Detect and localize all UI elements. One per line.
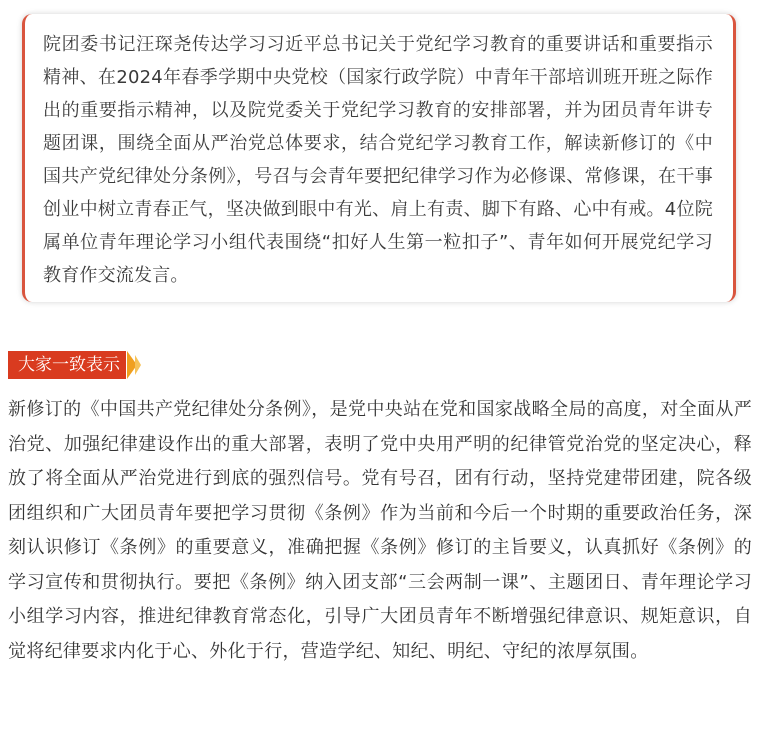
section-heading-label: 大家一致表示 — [8, 351, 126, 379]
quote-text: 院团委书记汪琛尧传达学习习近平总书记关于党纪学习教育的重要讲话和重要指示精神、在2024年春季学期中央党校（国家行政学院）中青年干部培训班开班之际作出的重要指示精神，以及院党委关于党纪学习教育的安排部署，并为团员青年讲专题团课，围绕全面从严治党总体要求，结合党纪学习教育工作，解读新修订的《中国共产党纪律处分条例》，号召与会青年要把纪律学习作为必修课、常修课，在干事创业中树立青春正气，坚决做到眼中有光、肩上有责、脚下有路、心中有戒。4位院属单位青年理论学习小组代表围绕“扣好人生第一粒扣子”、青年如何开展党纪学习教育作交流发言。 — [43, 34, 713, 286]
quote-card — [22, 14, 736, 302]
body-paragraph: 新修订的《中国共产党纪律处分条例》，是党中央站在党和国家战略全局的高度，对全面从严治党、加强纪律建设作出的重大部署，表明了党中央用严明的纪律管党治党的坚定决心，释放了将全面从严治党进行到底的强烈信号。党有号召，团有行动，坚持党建带团建，院各级团组织和广大团员青年要把学习贯彻《条例》作为当前和今后一个时期的重要政治任务，深刻认识修订《条例》的重要意义，准确把握《条例》修订的主旨要义，认真抓好《条例》的学习宣传和贯彻执行。要把《条例》纳入团支部“三会两制一课”、主题团日、青年理论学习小组学习内容，推进纪律教育常态化，引导广大团员青年不断增强纪律意识、规矩意识，自觉将纪律要求内化于心、外化于行，营造学纪、知纪、明纪、守纪的浓厚氛围。 — [8, 399, 752, 662]
chevron-right-small-icon — [135, 355, 141, 375]
section-heading-tag — [8, 351, 141, 379]
